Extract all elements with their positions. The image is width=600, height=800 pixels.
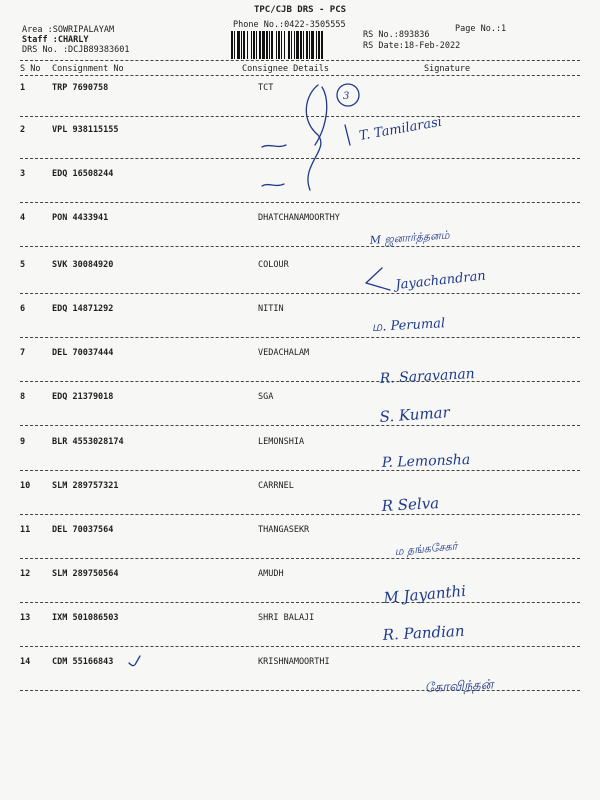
row-consignment-number: VPL 938115155	[52, 125, 119, 135]
phone-number: Phone No.:0422-3505555	[233, 20, 346, 30]
row-serial-number: 11	[20, 525, 31, 535]
row-serial-number: 13	[20, 613, 31, 623]
row-serial-number: 3	[20, 169, 26, 179]
row-consignee-name: TCT	[258, 83, 274, 93]
rs-number: RS No.:893836	[363, 30, 430, 40]
row-consignee-name: VEDACHALAM	[258, 348, 310, 358]
row-serial-number: 9	[20, 437, 26, 447]
row-consignee-name: CARRNEL	[258, 481, 294, 491]
row-consignment-number: DEL 70037444	[52, 348, 114, 358]
svg-text:S. Kumar: S. Kumar	[379, 403, 451, 426]
column-header-signature: Signature	[424, 64, 471, 74]
row-consignment-number: DEL 70037564	[52, 525, 114, 535]
row-serial-number: 1	[20, 83, 26, 93]
row-divider	[20, 202, 580, 203]
row-consignee-name: KRISHNAMOORTHI	[258, 657, 330, 667]
svg-text:R Selva: R Selva	[381, 494, 440, 515]
drs-number: DRS No. :DCJB89383601	[22, 45, 130, 55]
divider	[20, 60, 580, 61]
row-consignment-number: EDQ 21379018	[52, 392, 114, 402]
row-divider	[20, 646, 580, 647]
row-consignment-number: EDQ 14871292	[52, 304, 114, 314]
row-consignment-number: IXM 501086503	[52, 613, 119, 623]
row-consignee-name: NITIN	[258, 304, 284, 314]
column-header-sno: S No	[20, 64, 41, 74]
row-serial-number: 10	[20, 481, 31, 491]
row-divider	[20, 293, 580, 294]
row-serial-number: 7	[20, 348, 26, 358]
row-divider	[20, 116, 580, 117]
row-consignment-number: TRP 7690758	[52, 83, 109, 93]
row-divider	[20, 514, 580, 515]
svg-text:R. Saravanan: R. Saravanan	[379, 366, 476, 387]
svg-text:P. Lemonsha: P. Lemonsha	[381, 451, 471, 471]
svg-text:ம தங்கசேகர்: ம தங்கசேகர்	[394, 539, 458, 558]
row-serial-number: 14	[20, 657, 31, 667]
row-consignment-number: EDQ 16508244	[52, 169, 114, 179]
row-divider	[20, 337, 580, 338]
column-header-consignee: Consignee Details	[242, 64, 329, 74]
row-consignee-name: COLOUR	[258, 260, 289, 270]
row-consignee-name: AMUDH	[258, 569, 284, 579]
row-divider	[20, 602, 580, 603]
row-serial-number: 12	[20, 569, 31, 579]
row-divider	[20, 425, 580, 426]
column-header-consignment: Consignment No	[52, 64, 124, 74]
row-consignment-number: SLM 289757321	[52, 481, 119, 491]
row-serial-number: 2	[20, 125, 26, 135]
divider	[20, 75, 580, 76]
row-consignment-number: CDM 55166843	[52, 657, 114, 667]
row-serial-number: 5	[20, 260, 26, 270]
row-consignee-name: SHRI BALAJI	[258, 613, 315, 623]
svg-text:3: 3	[343, 91, 350, 102]
row-consignee-name: DHATCHANAMOORTHY	[258, 213, 340, 223]
row-divider	[20, 470, 580, 471]
svg-text:R. Pandian: R. Pandian	[382, 621, 465, 644]
row-serial-number: 6	[20, 304, 26, 314]
rs-date: RS Date:18-Feb-2022	[363, 41, 461, 51]
svg-text:T. Tamilarasi: T. Tamilarasi	[358, 114, 444, 144]
row-divider	[20, 558, 580, 559]
page-number: Page No.:1	[455, 24, 507, 34]
svg-text:M ஜனார்த்தனம்: M ஜனார்த்தனம்	[369, 228, 450, 247]
sheet-title: TPC/CJB DRS - PCS	[253, 5, 347, 15]
row-serial-number: 4	[20, 213, 26, 223]
svg-text:ம. Perumal: ம. Perumal	[371, 316, 446, 335]
svg-text:Jayachandran: Jayachandran	[394, 268, 487, 293]
row-divider	[20, 158, 580, 159]
row-divider	[20, 246, 580, 247]
row-divider	[20, 690, 580, 691]
area-field: Area :SOWRIPALAYAM	[22, 25, 115, 35]
row-consignment-number: SVK 30084920	[52, 260, 114, 270]
barcode-image	[230, 31, 357, 59]
row-consignee-name: LEMONSHIA	[258, 437, 305, 447]
svg-text:M Jayanthi: M Jayanthi	[382, 581, 467, 607]
row-consignee-name: SGA	[258, 392, 274, 402]
row-divider	[20, 381, 580, 382]
row-consignee-name: THANGASEKR	[258, 525, 310, 535]
row-consignment-number: SLM 289750564	[52, 569, 119, 579]
staff-field: Staff :CHARLY	[22, 35, 89, 45]
row-consignment-number: BLR 4553028174	[52, 437, 124, 447]
svg-text:கோவிந்தன்: கோவிந்தன்	[424, 677, 494, 696]
row-serial-number: 8	[20, 392, 26, 402]
row-consignment-number: PON 4433941	[52, 213, 109, 223]
